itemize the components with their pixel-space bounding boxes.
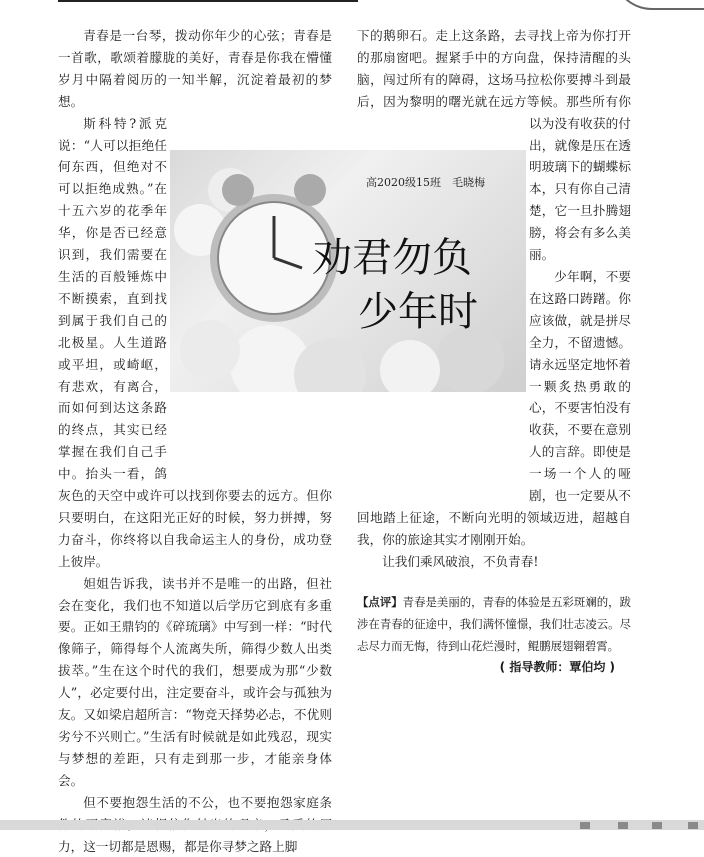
viewer-bottom-bar bbox=[0, 820, 704, 830]
toolbar-icon[interactable] bbox=[652, 822, 662, 829]
toolbar-icon[interactable] bbox=[688, 822, 698, 829]
article-title-line2: 少年时 bbox=[358, 289, 478, 335]
toolbar-icon[interactable] bbox=[618, 822, 628, 829]
title-figure bbox=[170, 150, 526, 392]
comment-text: 青春是美丽的，青春的体验是五彩斑斓的，跋涉在青春的征途中，我们满怀憧憬，我们壮志凌云。尽忐尽力而无悔，待到山花烂漫时，鲲鹏展翅翱碧霄。 bbox=[357, 594, 631, 653]
paragraph: 斯科特?派克说：“人可以拒绝任何东西，但绝对不可以拒绝成熟。”在十五六岁的花季年华，你是否已经意识到，我们需要在生活的百般锤炼中不断摸索，直到找到属于我们自己的北极星。人生道路或平坦，或崎岖，有悲欢，有离合，而如何到达这条路的终点，其实已经掌握在我们自己手中。抬头一看，鸽灰色的天空中或许可以找到你要去的远方。但你只要明白，在这阳光正好的时候，努力拼搏，努力奋斗，你终将以自我命运主人的身份，成功登上彼岸。 bbox=[58, 115, 332, 569]
paragraph: 下的鹅卵石。走上这条路，去寻找上帝为你打开的那扇窗吧。握紧手中的方向盘，保持清醒的头脑，闯过所有的障碍，这场马拉松你要搏斗到最后，因为黎明的曙光就在远方等候。那些所有你以为没有收获的付出，就像是压在透明玻璃下的蝴蝶标本，只有你自己清楚，它一旦扑腾翅膀，将会有多么美丽。 bbox=[357, 28, 631, 263]
paragraph: 但不要抱怨生活的不公，也不要抱怨家庭条 力，这一切都是恩赐，都是你寻梦之路上脚 bbox=[58, 794, 332, 854]
header-ornament bbox=[612, 0, 704, 10]
header-rule bbox=[58, 0, 358, 2]
comment-tag: 【点评】 bbox=[357, 594, 403, 609]
comment-block bbox=[357, 591, 631, 657]
paragraph: 让我们乘风破浪，不负青春! bbox=[382, 553, 539, 569]
article-title-line1: 劝君勿负 bbox=[312, 235, 472, 281]
paragraph: 妲姐告诉我，读书并不是唯一的出路，但社会在变化，我们也不知道以后学历它到底有多重要。正如王鼎钧的《碎琉璃》中写到一样：“时代像筛子，筛得每个人流离失所，筛得少数人出类拔萃。”生在这个时代的我们，想要成为那“少数人”，必定要付出，注定要奋斗，或许会与孤独为友。又如梁启超所言：“物竞天择势必忐，不优则劣兮不兴则亡。”生活有时候就是如此残忍，现实与梦想的差距，只有走到那一步，才能亲身体会。 bbox=[58, 575, 332, 788]
teacher-credit: ( 指导教师：覃伯均 ) bbox=[499, 659, 615, 674]
paragraph: 青春是一台琴，拨动你年少的心弦；青春是一首歌，歌颂着朦胧的美好，青春是你我在懵懂岁月中隔着阅历的一知半解，沉淀着最初的梦想。 bbox=[58, 28, 332, 109]
paragraph: 少年啊，不要在这路口踌躇。你应该做，就是拼尽全力，不留遗憾。请永远坚定地怀着一颗炙热勇敢的心，不要害怕没有收获，不要在意别人的言辞。即使是一场一个人的哑剧，也一定要从不回地踏上征途，不断向光明的领域迈进，超越自我，你的旅途其实才刚刚开始。 bbox=[357, 268, 631, 547]
author-byline: 高2020级15班 毛晓梅 bbox=[366, 176, 485, 189]
toolbar-icon[interactable] bbox=[580, 822, 590, 829]
